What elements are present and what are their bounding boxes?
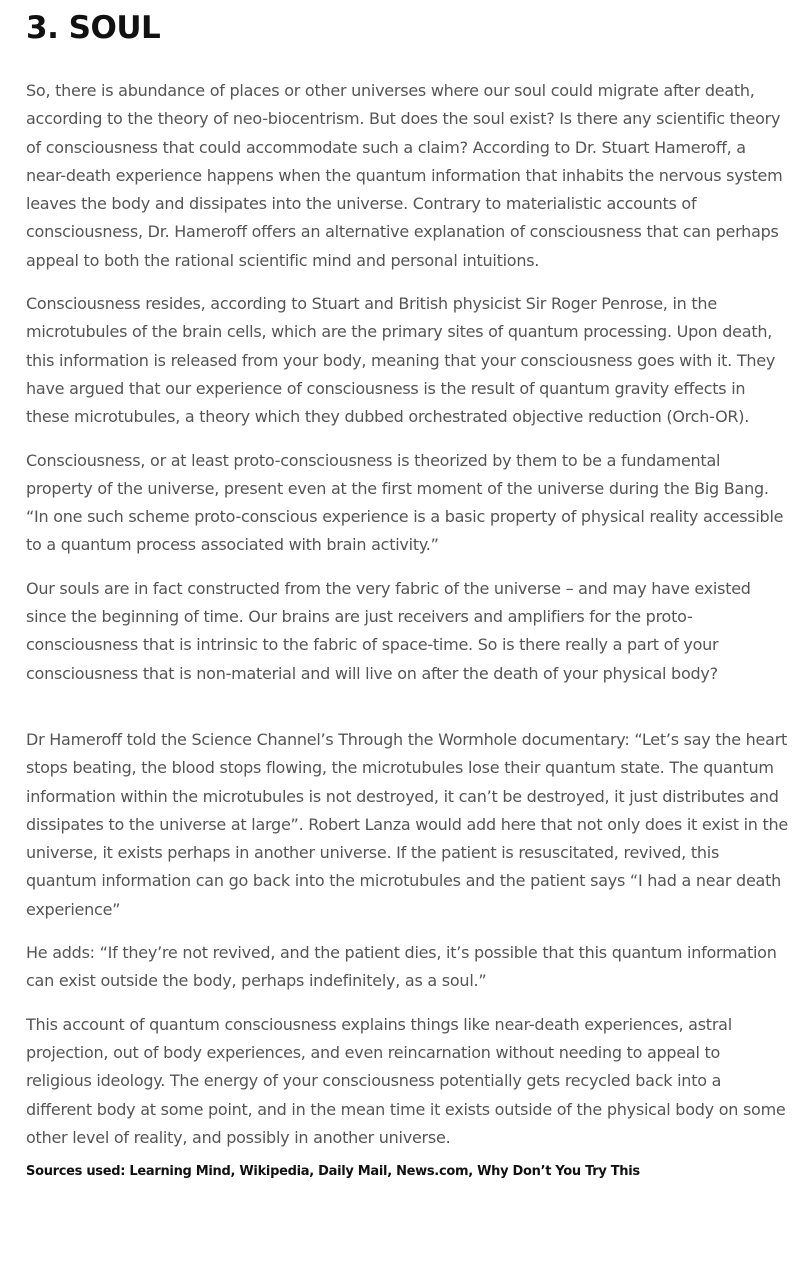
paragraph-2: Consciousness resides, according to Stuart and British physicist Sir Roger Penrose, in the microtubules of the brain cells, which are the primary sites of quantum processing. Upon death, this information is released from your body, meaning that your consciousness goes with it. They have argued that our experience of consciousness is the result of quantum gravity effects in these microtubules, a theory which they dubbed orchestrated objective reduction (Orch-OR). [26, 294, 776, 427]
paragraph-6: He adds: “If they’re not revived, and the patient dies, it’s possible that this quantum information can exist outside the body, perhaps indefinitely, as a soul.” [26, 943, 777, 991]
paragraph-5: Dr Hameroff told the Science Channel’s Through the Wormhole documentary: “Let’s say the heart stops beating, the blood stops flowing, the microtubules lose their quantum state. The quantum information within the microtubules is not destroyed, it can’t be destroyed, it just distributes and dissipates to the universe at large”. Robert Lanza would add here that not only does it exist in the universe, it exists perhaps in another universe. If the patient is resuscitated, revived, this quantum information can go back into the microtubules and the patient says “I had a near death experience” [26, 729, 788, 919]
sources-line: Sources used: Learning Mind, Wikipedia, Daily Mail, News.com, Why Don’t You Try This [26, 1164, 640, 1180]
paragraph-3: Consciousness, or at least proto-consciousness is theorized by them to be a fundamental property of the universe, present even at the first moment of the universe during the Big Bang. “In one such scheme proto-conscious experience is a basic property of physical reality accessible to a quantum process associated with brain activity.” [26, 450, 784, 555]
paragraph-4: Our souls are in fact constructed from the very fabric of the universe – and may have existed since the beginning of time. Our brains are just receivers and amplifiers for the proto-consciousness that is intrinsic to the fabric of space-time. So is there really a part of your consciousness that is non-material and will live on after the death of your physical body? [26, 578, 751, 683]
paragraph-1: So, there is abundance of places or other universes where our soul could migrate after death, according to the theory of neo-biocentrism. But does the soul exist? Is there any scientific theory of consciousness that could accommodate such a claim? According to Dr. Stuart Hameroff, a near-death experience happens when the quantum information that inhabits the nervous system leaves the body and dissipates into the universe. Contrary to materialistic accounts of consciousness, Dr. Hameroff offers an alternative explanation of consciousness that can perhaps appeal to both the rational scientific mind and personal intuitions. [26, 81, 783, 270]
section-heading: 3. SOUL [26, 10, 161, 46]
article-section [26, 0, 788, 1182]
paragraph-7: This account of quantum consciousness explains things like near-death experiences, astral projection, out of body experiences, and even reincarnation without needing to appeal to religious ideology. The energy of your consciousness potentially gets recycled back into a different body at some point, and in the mean time it exists outside of the physical body on some other level of reality, and possibly in another universe. [26, 1014, 786, 1147]
